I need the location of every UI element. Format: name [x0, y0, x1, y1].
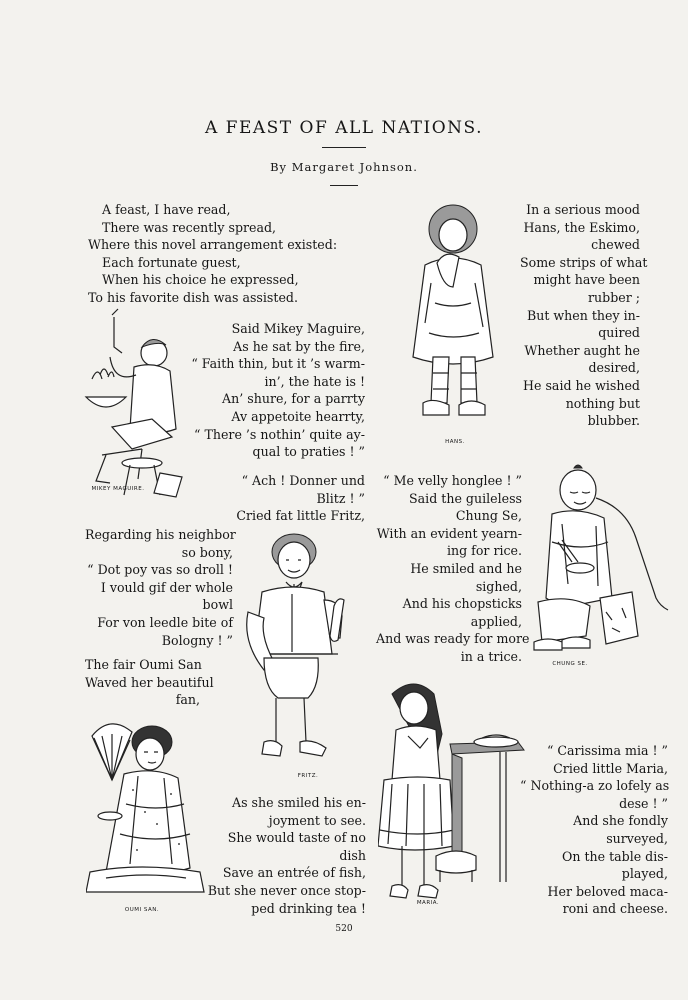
- poem-line: Bologny ! ”: [161, 632, 233, 648]
- poem-line: Cried little Maria,: [553, 760, 668, 776]
- poem-line: “ Carissima mia ! ”: [546, 743, 668, 758]
- poem-line: ing for rice.: [446, 543, 522, 559]
- japanese-girl-with-fan-illustration: [86, 714, 208, 904]
- caption-hans: HANS.: [445, 439, 465, 445]
- poem-line: played,: [621, 866, 668, 882]
- stanza-chung: [376, 472, 530, 666]
- poem-line: She would taste of no: [227, 830, 366, 846]
- poem-line: An’ shure, for a parrty: [222, 391, 365, 407]
- poem-line: Each fortunate guest,: [102, 254, 241, 270]
- stanza-fritz-a: [230, 472, 365, 525]
- poem-line: He said he wished: [523, 377, 640, 393]
- german-boy-with-sausage-illustration: [240, 530, 370, 770]
- poem-line: Cried fat little Fritz,: [236, 508, 365, 524]
- poem-line: Whether aught he: [524, 342, 640, 358]
- poem-line: And she fondly: [573, 813, 668, 829]
- caption-fritz: FRITZ.: [297, 773, 319, 779]
- poem-line: fan,: [175, 692, 200, 708]
- caption-chung: CHUNG SE.: [552, 661, 588, 667]
- page-number: 520: [335, 924, 353, 934]
- poem-line: qual to praties ! ”: [252, 444, 365, 460]
- poem-line: Regarding his neighbor: [85, 527, 236, 542]
- poem-line: On the table dis-: [562, 848, 668, 864]
- stanza-maria: [520, 742, 668, 918]
- poem-line: As she smiled his en-: [232, 795, 366, 810]
- poem-line: “ Me velly honglee ! ”: [383, 473, 522, 488]
- poem-line: might have been: [533, 272, 640, 288]
- poem-line: Her beloved maca-: [547, 883, 668, 899]
- poem-line: nothing but: [565, 395, 640, 411]
- poem-line: The fair Oumi San: [85, 657, 202, 672]
- poem-line: “ Ach ! Donner und: [241, 473, 365, 488]
- poem-line: Chung Se,: [455, 508, 522, 524]
- chinese-boy-with-rice-bowl-illustration: [522, 462, 670, 657]
- poem-line: Said Mikey Maguire,: [231, 321, 365, 336]
- poem-line: When his choice he expressed,: [102, 272, 299, 288]
- poem-line: so bony,: [181, 544, 233, 560]
- poem-line: And his chopsticks: [402, 596, 522, 612]
- poem-line: rubber ;: [588, 289, 640, 305]
- poem-line: surveyed,: [606, 830, 668, 846]
- poem-line: ped drinking tea !: [251, 900, 366, 916]
- italian-girl-at-table-illustration: [378, 680, 528, 905]
- caption-oumi: OUMI SAN.: [124, 907, 160, 913]
- byline-rule: [330, 185, 358, 186]
- poem-line: I vould gif der whole: [100, 579, 233, 595]
- poem-line: Where this novel arrangement existed:: [88, 237, 338, 253]
- poem-line: “ Dot poy vas so droll !: [87, 562, 233, 578]
- stanza-intro: [88, 201, 337, 307]
- poem-line: Av appetoite hearrty,: [231, 408, 365, 424]
- title-rule: [322, 147, 366, 148]
- poem-line: in a trice.: [460, 648, 522, 664]
- poem-line: quired: [598, 325, 640, 341]
- poem-line: sighed,: [475, 578, 522, 594]
- poem-line: blubber.: [587, 413, 640, 429]
- eskimo-boy-in-fur-illustration: [405, 203, 505, 435]
- boy-with-spoon-and-bowl-illustration: [72, 305, 202, 500]
- poem-line: bowl: [202, 597, 233, 613]
- poem-line: Said the guileless: [409, 490, 522, 506]
- caption-mikey: MIKEY MAGUIRE.: [91, 486, 145, 492]
- poem-line: “ Faith thin, but it ’s warm-: [191, 356, 365, 372]
- poem-line: Hans, the Eskimo,: [523, 219, 640, 235]
- stanza-hans: [520, 201, 648, 430]
- poem-line: in’, the hate is !: [264, 373, 365, 389]
- poem-line: A feast, I have read,: [102, 202, 231, 217]
- poem-line: joyment to see.: [268, 812, 366, 828]
- poem-line: But when they in-: [526, 307, 640, 323]
- poem-line: Blitz ! ”: [316, 490, 365, 506]
- poem-line: Save an entrée of fish,: [222, 865, 366, 881]
- poem-line: applied,: [470, 613, 522, 629]
- poem-line: To his favorite dish was assisted.: [88, 289, 298, 305]
- poem-line: “ Nothing-a zo lofely as: [520, 778, 670, 794]
- poem-line: There was recently spread,: [102, 219, 277, 235]
- poem-line: dish: [339, 847, 366, 863]
- poem-line: For von leedle bite of: [97, 614, 233, 630]
- poem-line: As he sat by the fire,: [233, 338, 365, 354]
- caption-maria: MARIA.: [416, 900, 440, 906]
- poem-line: dese ! ”: [619, 795, 668, 811]
- poem-line: Waved her beautiful: [85, 674, 214, 690]
- stanza-fritz-b: [85, 526, 236, 649]
- poem-line: But she never once stop-: [207, 882, 366, 898]
- poem-line: He smiled and he: [410, 560, 522, 576]
- poem-line: roni and cheese.: [562, 901, 668, 917]
- poem-line: “ There ’s nothin’ quite ay-: [194, 426, 365, 442]
- poem-line: desired,: [588, 360, 640, 376]
- byline: By Margaret Johnson.: [270, 160, 418, 174]
- poem-line: With an evident yearn-: [376, 525, 522, 541]
- page-title: A FEAST OF ALL NATIONS.: [205, 118, 483, 138]
- poem-line: chewed: [591, 237, 640, 253]
- poem-line: Some strips of what: [520, 254, 648, 270]
- stanza-oumi-a: [85, 656, 214, 709]
- poem-line: In a serious mood: [526, 202, 640, 217]
- stanza-oumi-b: [200, 794, 366, 917]
- poem-line: And was ready for more: [376, 631, 530, 647]
